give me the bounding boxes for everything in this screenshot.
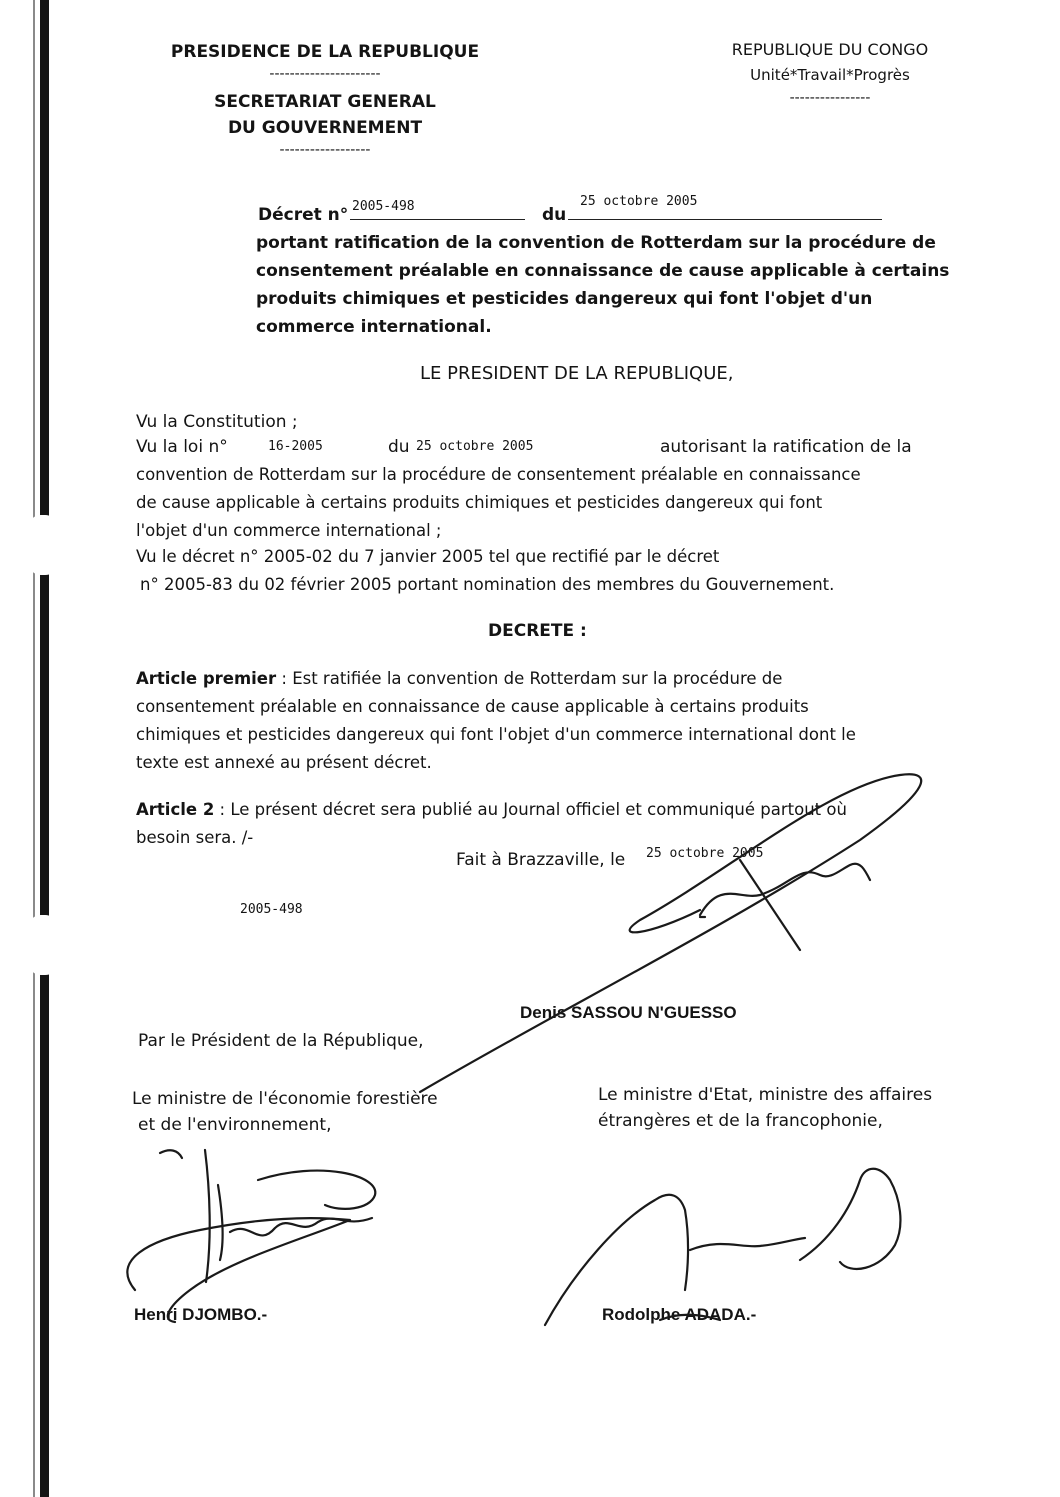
- article-2-line: besoin sera. /-: [136, 828, 254, 847]
- decree-subject-line: commerce international.: [256, 317, 492, 337]
- minister-right-title-line: étrangères et de la francophonie,: [598, 1111, 883, 1131]
- fait-date: 25 octobre 2005: [646, 846, 764, 861]
- decree-du-label: du: [542, 205, 567, 225]
- header-secretariat: SECRETARIAT GENERAL: [214, 92, 436, 112]
- header-presidence: PRESIDENCE DE LA REPUBLIQUE: [170, 42, 480, 62]
- vu-loi-number: 16-2005: [268, 439, 323, 454]
- president-name: Denis SASSOU N'GUESSO: [520, 1003, 737, 1022]
- decree-date: 25 octobre 2005: [580, 194, 698, 209]
- article-premier-label: Article premier: [136, 669, 277, 688]
- article-2-label: Article 2: [136, 800, 215, 819]
- minister-right-signature: [545, 1195, 688, 1325]
- vu-loi-line: l'objet d'un commerce international ;: [136, 521, 442, 540]
- par-le-president: Par le Président de la République,: [138, 1031, 424, 1051]
- vu-constitution: Vu la Constitution ;: [136, 412, 298, 432]
- vu-loi-line: convention de Rotterdam sur la procédure de consentement préalable en connaissance: [136, 465, 861, 484]
- vu-decret-line: n° 2005-83 du 02 février 2005 portant nomination des membres du Gouvernement.: [140, 575, 835, 594]
- reference-number: 2005-498: [240, 902, 303, 917]
- decrete-heading: DECRETE :: [488, 621, 587, 641]
- fait-a: Fait à Brazzaville, le: [456, 850, 626, 870]
- decree-subject-line: portant ratification de la convention de Rotterdam sur la procédure de: [256, 233, 936, 253]
- minister-right-name: Rodolphe ADADA.-: [602, 1305, 757, 1324]
- decree-subject-line: consentement préalable en connaissance de cause applicable à certains: [256, 261, 950, 281]
- header-separator: ----------------: [789, 90, 871, 106]
- vu-loi-suffix: autorisant la ratification de la: [660, 437, 912, 457]
- article-2-line: : Le présent décret sera publié au Journal officiel et communiqué partout où: [214, 800, 847, 819]
- article-premier-line: : Est ratifiée la convention de Rotterdam sur la procédure de: [276, 669, 783, 688]
- header-gouvernement: DU GOUVERNEMENT: [227, 118, 423, 138]
- vu-loi-du: du: [388, 437, 410, 457]
- header-motto: Unité*Travail*Progrès: [750, 66, 910, 84]
- article-premier-line: consentement préalable en connaissance de cause applicable à certains produits: [136, 697, 809, 716]
- minister-right-title-line: Le ministre d'Etat, ministre des affaires: [598, 1085, 933, 1105]
- header-republique: REPUBLIQUE DU CONGO: [731, 40, 929, 59]
- vu-loi-date: 25 octobre 2005: [416, 439, 534, 454]
- decree-label: Décret n°: [258, 205, 349, 225]
- article-premier-line: chimiques et pesticides dangereux qui font l'objet d'un commerce international dont le: [136, 725, 856, 744]
- decree-subject-line: produits chimiques et pesticides dangereux qui font l'objet d'un: [256, 289, 873, 309]
- president-signature: [420, 774, 921, 1092]
- article-premier-line: texte est annexé au présent décret.: [136, 753, 432, 772]
- minister-left-title-line: et de l'environnement,: [138, 1115, 332, 1135]
- vu-loi-line: de cause applicable à certains produits chimiques et pesticides dangereux qui font: [136, 493, 823, 512]
- header-separator: ----------------------: [269, 66, 381, 82]
- vu-loi-prefix: Vu la loi n°: [136, 437, 228, 457]
- president-heading: LE PRESIDENT DE LA REPUBLIQUE,: [420, 363, 734, 384]
- header-separator: ------------------: [279, 142, 371, 158]
- vu-decret-line: Vu le décret n° 2005-02 du 7 janvier 2005 tel que rectifié par le décret: [136, 547, 720, 566]
- minister-left-signature: [127, 1218, 350, 1322]
- minister-left-title-line: Le ministre de l'économie forestière: [132, 1089, 438, 1109]
- minister-left-name: Henri DJOMBO.-: [134, 1305, 268, 1324]
- decree-number: 2005-498: [352, 199, 415, 214]
